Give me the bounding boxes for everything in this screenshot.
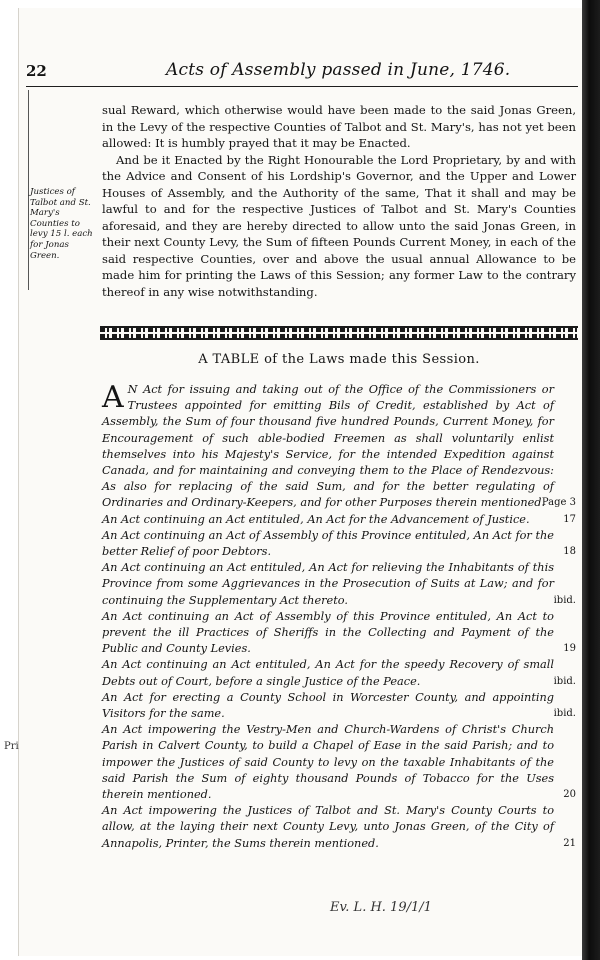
binding-edge [582, 0, 600, 960]
page-reference: 18 [563, 546, 576, 558]
margin-note: Justices of Talbot and St. Mary's Counties to levy 15 l. each for Jonas Green. [30, 187, 93, 261]
table-entry [102, 528, 576, 560]
act-title: An Act continuing an Act entituled, An Act for the speedy Recovery of small Debts out of Court, before a single Justice of the Peace. [102, 658, 554, 688]
page-reference: ibid. [553, 675, 576, 687]
act-title: An Act impowering the Justices of Talbot and St. Mary's County Courts to allow, at the laying their next County Levy, unto Jonas Green, of the City of Annapolis, Printer, the Sums therein mentioned. [102, 804, 554, 850]
margin-mark: Pri [4, 741, 19, 752]
paragraph-prayer: sual Reward, which otherwise would have been made to the said Jonas Green, in the Levy of the respective Counties of Talbot and St. Mary's, has not yet been allowed: It is humbly prayed that it may be Enacted. [102, 103, 576, 150]
table-entry [102, 609, 576, 658]
drop-initial: A [102, 380, 124, 415]
page-reference: Page 3 [541, 497, 576, 509]
page-header [26, 56, 578, 86]
table-entry [102, 657, 576, 689]
table-entry [102, 560, 576, 609]
act-title: An Act continuing an Act entituled, An Act for the Advancement of Justice. [102, 512, 530, 526]
paragraph-enactment: And be it Enacted by the Right Honourable the Lord Proprietary, by and with the Advice and Consent of his Lordship's Governor, and the Upper and Lower Houses of Assembly, and the Authority of the same, That it shall and may be lawful to and for the respective Justices of Talbot and St. Mary's Counties aforesaid, and they are hereby directed to allow unto the said Jonas Green, in their next County Levy, the Sum of fifteen Pounds Current Money, in each of the said respective Counties, over and above the usual annual Allowance to be made him for printing the Laws of this Session; any former Law to the contrary thereof in any wise notwithstanding. [102, 152, 576, 299]
act-title: An Act continuing an Act of Assembly of this Province entituled, An Act to prevent the ill Practices of Sheriffs in the Collecting and Payment of the Public and County Levies. [102, 609, 554, 656]
table-of-laws [102, 382, 576, 852]
header-rule [26, 86, 578, 87]
page-reference: ibid. [553, 594, 576, 606]
table-entry [102, 382, 576, 512]
act-title: An Act continuing an Act of Assembly of this Province entituled, An Act for the better Relief of poor Debtors. [102, 528, 554, 559]
enactment-text [102, 102, 576, 300]
table-entry [102, 512, 576, 528]
table-heading: A TABLE of the Laws made this Session. [198, 352, 480, 367]
table-entry [102, 690, 576, 722]
handwritten-annotation: Ev. L. H. 19/1/1 [330, 900, 432, 915]
act-title: N Act for issuing and taking out of the Office of the Commissioners or Trustees appointed for emitting Bils of Credit, established by Act of Assembly, the Sum of four thousand five hundred Pounds, Current Money, for Encouragement of such able-bodied Freemen as shall voluntarily enlist themselves into his Majesty's Service, for the intended Expedition against Canada, and for maintaining and conveying them to the Place of Rendezvous: As also for replacing of the said Sum, and for the better regulating of Ordinaries and Ordinary-Keepers, and for other Purposes therein mentioned. [102, 383, 554, 510]
page-reference: 20 [563, 789, 576, 801]
page-number: 22 [26, 62, 47, 80]
margin-rule [28, 90, 29, 290]
act-title: An Act impowering the Vestry-Men and Church-Wardens of Christ's Church Parish in Calvert County, to build a Chapel of Ease in the said Parish; and to impower the Justices of said County to levy on the taxable Inhabitants of the said Parish the Sum of eighty thousand Pounds of Tobacco for the Uses therein mentioned. [102, 723, 554, 802]
table-entry [102, 803, 576, 852]
table-entry [102, 722, 576, 803]
running-title: Acts of Assembly passed in June, 1746. [166, 60, 511, 80]
ornamental-border [100, 326, 578, 340]
page-reference: 21 [563, 837, 576, 849]
page-reference: 19 [563, 643, 576, 655]
page-reference: 17 [563, 513, 576, 525]
page-reference: ibid. [553, 708, 576, 720]
act-title: An Act for erecting a County School in Worcester County, and appointing Visitors for the same. [102, 690, 554, 721]
act-title: An Act continuing an Act entituled, An Act for relieving the Inhabitants of this Province from some Aggrievances in the Prosecution of Suits at Law; and for continuing the Supplementary Act thereto. [102, 561, 554, 607]
